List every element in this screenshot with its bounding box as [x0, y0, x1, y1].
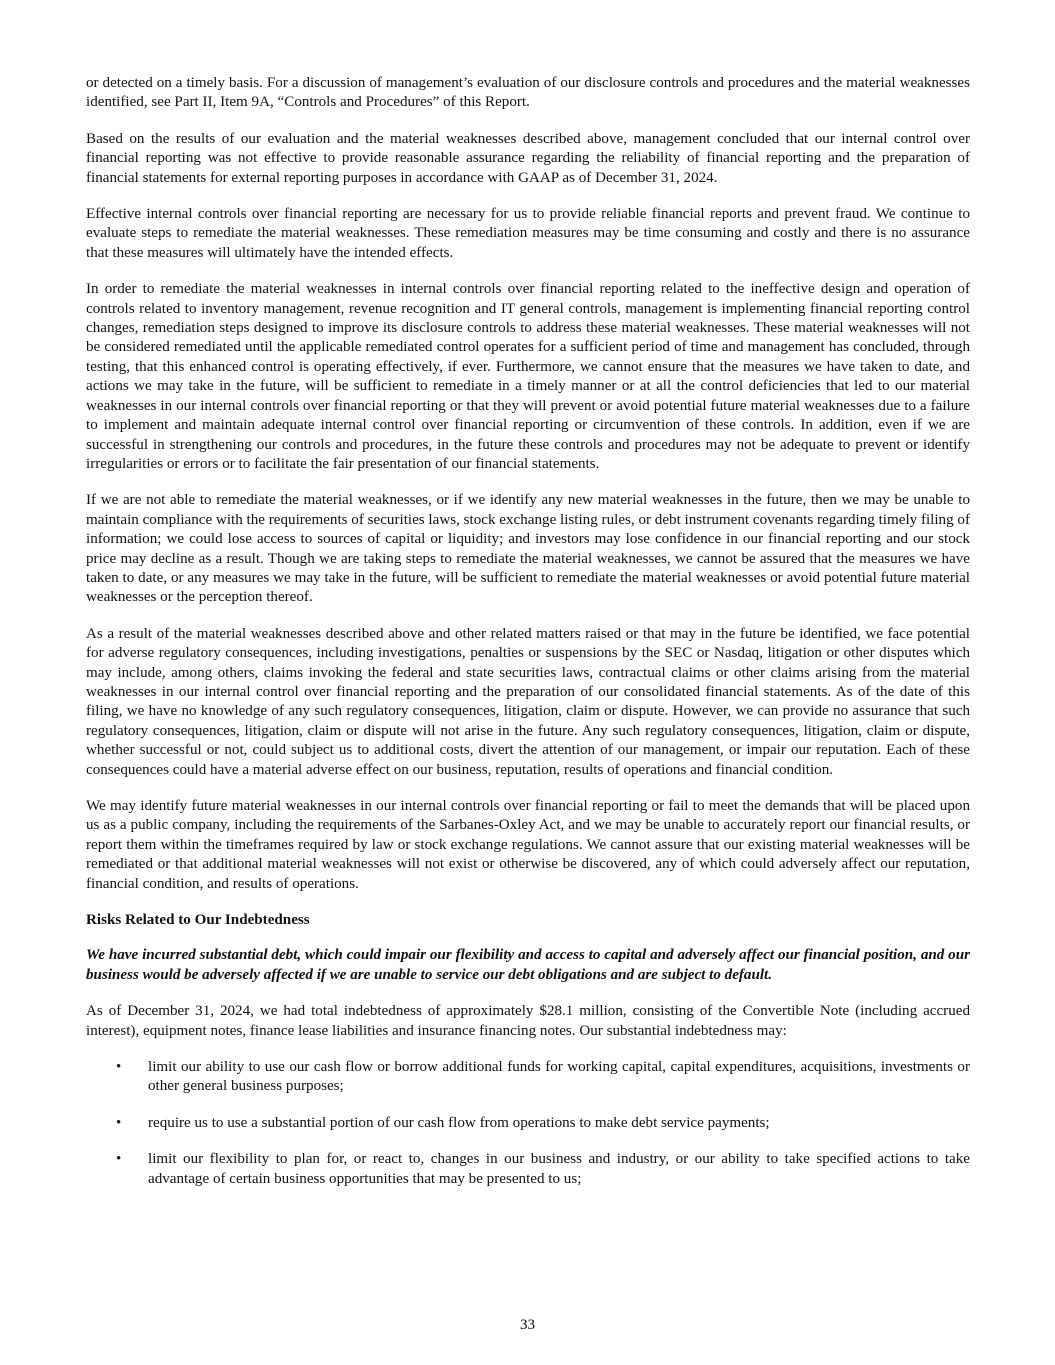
section-heading: Risks Related to Our Indebtedness [86, 912, 310, 929]
paragraph-unable-to-remediate: If we are not able to remediate the material weaknesses, or if we identify any new material weaknesses in the future, then we may be unable to maintain compliance with the requirements of securities laws, stock exchange listing rules, or debt instrument covenants regarding timely filing of information; we could lose access to sources of capital or liquidity; and investors may lose confidence in our financial reporting and our stock price may decline as a result. Though we are taking steps to remediate the material weaknesses, we cannot be assured that the measures we have taken to date, or any measures we may take in the future, will be sufficient to remediate the material weaknesses or avoid potential future material weaknesses or the perception thereof. [86, 492, 971, 606]
risk-factor-heading: We have incurred substantial debt, which could impair our flexibility and access to capital and adversely affect our financial position, and our business would be adversely affected if we are unable to service our debt obligations and are subject to default. [86, 947, 970, 983]
list-item [86, 1114, 970, 1133]
list-item [86, 1058, 970, 1097]
paragraph-remediation: In order to remediate the material weaknesses in internal controls over financial reporting related to the ineffective design and operation of controls related to inventory management, revenue recognition and IT general controls, management is implementing financial reporting control changes, remediation steps designed to improve its disclosure controls to address these material weaknesses. These material weaknesses will not be considered remediated until the applicable remediated control operates for a sufficient period of time and management has concluded, through testing, that this enhanced control is operating effectively, if ever. Furthermore, we cannot ensure that the measures we have taken to date, and actions we may take in the future, will be sufficient to remediate in a timely manner or at all the control deficiencies that led to our material weaknesses in our internal controls over financial reporting or that they will prevent or avoid potential future material weaknesses due to a failure to implement and maintain adequate internal control over financial reporting or circumvention of these controls. In addition, even if we are successful in strengthening our controls and procedures, in the future these controls and procedures may not be adequate to prevent or identify irregularities or errors or to facilitate the fair presentation of our financial statements. [86, 281, 970, 472]
bullet-list [86, 1058, 970, 1189]
paragraph-regulatory-consequences: As a result of the material weaknesses described above and other related matters raised or that may in the future be identified, we face potential for adverse regulatory consequences, including investigations, penalties or suspensions by the SEC or Nasdaq, litigation or other disputes which may include, among others, claims invoking the federal and state securities laws, contractual claims or other claims arising from the material weaknesses in our internal control over financial reporting and the preparation of our consolidated financial statements. As of the date of this filing, we have no knowledge of any such regulatory consequences, litigation, claim or dispute. However, we can provide no assurance that such regulatory consequences, litigation, claim or dispute will not arise in the future. Any such regulatory consequences, litigation, claim or dispute, whether successful or not, could subject us to additional costs, divert the attention of our management, or impair our reputation. Each of these consequences could have a material adverse effect on our business, reputation, results of operations and financial condition. [86, 625, 970, 778]
page-number: 33 [519, 1317, 536, 1333]
list-item-text: require us to use a substantial portion of our cash flow from operations to make debt service payments; [148, 1114, 770, 1131]
paragraph-indebtedness: As of December 31, 2024, we had total indebtedness of approximately $28.1 million, consisting of the Convertible Note (including accrued interest), equipment notes, finance lease liabilities and insurance financing notes. Our substantial indebtedness may: [86, 1003, 970, 1039]
bullet-marker: • [116, 1114, 122, 1131]
list-item [86, 1150, 970, 1189]
list-item-text: limit our ability to use our cash flow or borrow additional funds for working capital, capital expenditures, acquisitions, investments or other general business purposes; [148, 1059, 970, 1095]
paragraph-future-weaknesses: We may identify future material weaknesses in our internal controls over financial reporting or fail to meet the demands that will be placed upon us as a public company, including the requirements of the Sarbanes-Oxley Act, and we may be unable to accurately report our financial results, or report them within the timeframes required by law or stock exchange regulations. We cannot assure that our existing material weaknesses will be remediated or that additional material weaknesses will not exist or otherwise be discovered, any of which could adversely affect our reputation, financial condition, and results of operations. [86, 798, 970, 892]
document-page [86, 74, 970, 1206]
bullet-marker: • [116, 1059, 122, 1076]
paragraph-disclosure-controls: or detected on a timely basis. For a discussion of management’s evaluation of our disclosure controls and procedures and the material weaknesses identified, see Part II, Item 9A, “Controls and Procedures” of this Report. [86, 75, 970, 111]
paragraph-effective-controls: Effective internal controls over financial reporting are necessary for us to provide reliable financial reports and prevent fraud. We continue to evaluate steps to remediate the material weaknesses. These remediation measures may be time consuming and costly and there is no assurance that these measures will ultimately have the intended effects. [86, 206, 970, 261]
bullet-marker: • [116, 1151, 122, 1168]
list-item-text: limit our flexibility to plan for, or react to, changes in our business and industry, or our ability to take specified actions to take advantage of certain business opportunities that may be presented to us; [148, 1151, 970, 1187]
paragraph-evaluation-conclusion: Based on the results of our evaluation and the material weaknesses described above, management concluded that our internal control over financial reporting was not effective to provide reasonable assurance regarding the reliability of financial reporting and the preparation of financial statements for external reporting purposes in accordance with GAAP as of December 31, 2024. [86, 130, 970, 186]
